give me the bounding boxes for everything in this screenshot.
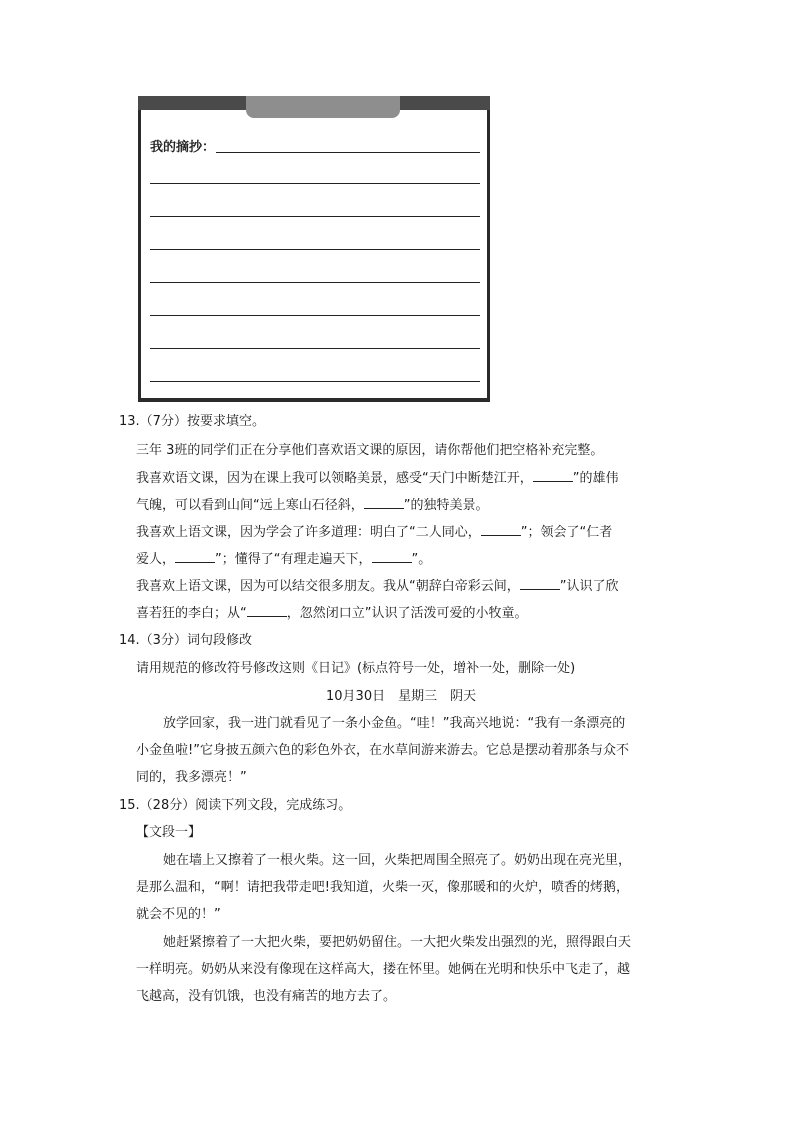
q13-line [136, 496, 489, 515]
q13-text: 我喜欢上语文课，因为可以结交很多朋友。我从“朝辞白帝彩云间， [136, 579, 520, 594]
passage-text: 她在墙上又擦着了一根火柴。这一回，火柴把周围全照亮了。奶奶出现在亮光里， [163, 853, 632, 868]
writing-line[interactable] [150, 282, 480, 283]
section-heading: 【文段一】 [136, 825, 202, 840]
passage-text: 飞越高，没有饥饿，也没有痛苦的地方去了。 [136, 989, 397, 1004]
excerpt-label: 我的摘抄： [150, 140, 216, 155]
q13-line [136, 550, 431, 569]
answer-blank[interactable] [247, 604, 287, 617]
passage-text: 一样明亮。奶奶从来没有像现在这样高大，搂在怀里。她俩在光明和快乐中飞走了，越 [136, 962, 631, 977]
card-tab-decoration [246, 96, 400, 118]
diary-text: 同的，我多漂亮！” [136, 770, 247, 785]
writing-line[interactable] [150, 348, 480, 349]
diary-date: 10月30日 星期三 阴天 [326, 689, 477, 704]
card-bottom-border [138, 398, 490, 402]
passage-text: 是那么温和，“啊！请把我带走吧!我知道，火柴一灭，像那暖和的火炉，喷香的烤鹅， [136, 880, 629, 895]
q13-text: ”的独特美景。 [403, 498, 489, 513]
writing-line[interactable] [150, 315, 480, 316]
q13-text: ，忽然闭口立”认识了活泼可爱的小牧童。 [286, 606, 528, 621]
q13-text: 气魄，可以看到山间“远上寒山石径斜， [136, 498, 364, 513]
q13-line [136, 577, 619, 596]
q13-text: 我喜欢语文课，因为在课上我可以领略美景，感受“天门中断楚江开， [136, 471, 533, 486]
q13-text: ”的雄伟 [572, 471, 619, 486]
passage-text: 就会不见的！” [136, 907, 221, 922]
diary-text: 放学回家，我一进门就看见了一条小金鱼。“哇！”我高兴地说：“我有一条漂亮的 [163, 716, 626, 731]
q13-line [136, 523, 612, 542]
answer-blank[interactable] [520, 577, 560, 590]
writing-line[interactable] [150, 381, 480, 382]
q15-title: 15.（28分）阅读下列文段，完成练习。 [119, 798, 352, 813]
writing-line[interactable] [150, 249, 480, 250]
q13-text: ”认识了欣 [559, 579, 619, 594]
diary-text: 小金鱼啦!”它身披五颜六色的彩色外衣，在水草间游来游去。它总是摆动着那条与众不 [136, 743, 629, 758]
answer-blank[interactable] [481, 523, 521, 536]
answer-blank[interactable] [372, 550, 412, 563]
q13-text: 爱人， [136, 552, 176, 567]
answer-blank[interactable] [364, 496, 404, 509]
q13-text: ”；领会了“仁者 [520, 525, 613, 540]
card-right-border [487, 110, 490, 402]
q14-title: 14.（3分）词句段修改 [119, 633, 252, 648]
answer-blank[interactable] [533, 469, 573, 482]
q13-text: ”；懂得了“有理走遍天下， [215, 552, 372, 567]
q13-text: 喜若狂的李白；从“ [136, 606, 247, 621]
q13-intro: 三年 3班的同学们正在分享他们喜欢语文课的原因，请你帮他们把空格补充完整。 [136, 443, 604, 458]
excerpt-card [138, 96, 490, 402]
q13-line [136, 604, 528, 623]
q13-text: ”。 [411, 552, 432, 567]
writing-line[interactable] [150, 216, 480, 217]
card-left-border [138, 110, 141, 402]
q13-line [136, 469, 619, 488]
q14-instruction: 请用规范的修改符号修改这则《日记》(标点符号一处，增补一处，删除一处) [136, 661, 576, 676]
writing-line[interactable] [216, 152, 480, 153]
answer-blank[interactable] [175, 550, 215, 563]
passage-text: 她赶紧擦着了一大把火柴，要把奶奶留住。一大把火柴发出强烈的光，照得跟白天 [163, 935, 632, 950]
q13-title: 13.（7分）按要求填空。 [119, 414, 265, 429]
q13-text: 我喜欢上语文课，因为学会了许多道理：明白了“二人同心， [136, 525, 481, 540]
writing-line[interactable] [150, 183, 480, 184]
